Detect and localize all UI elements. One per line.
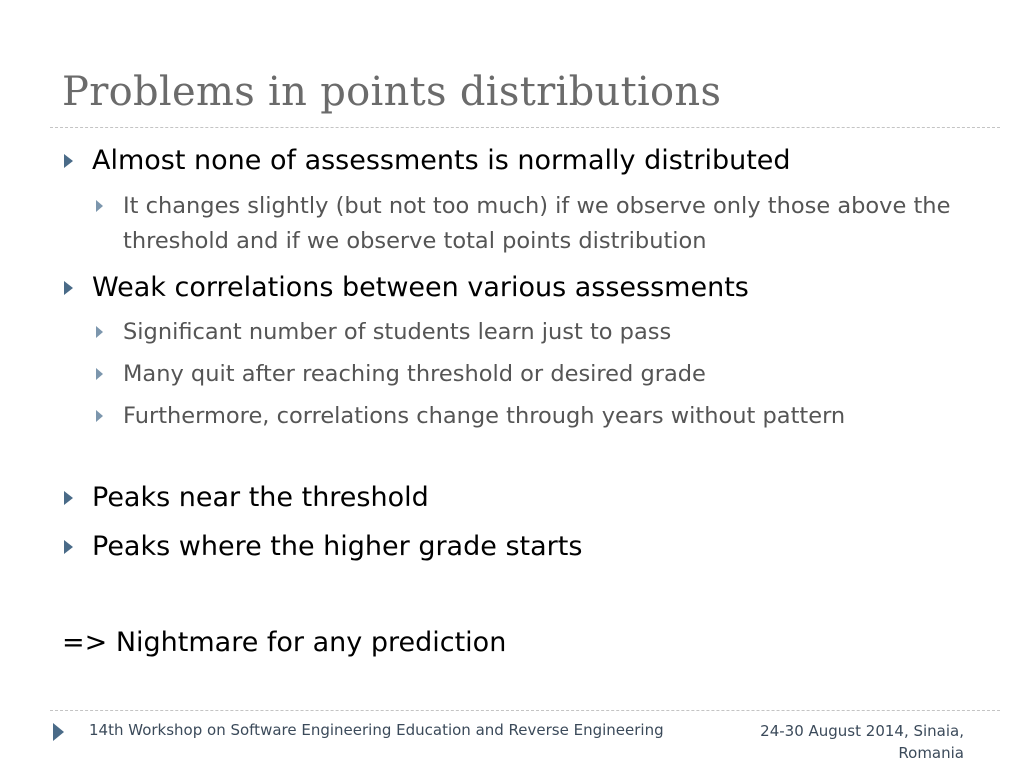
sub-bullet-item: It changes slightly (but not too much) if we observe only those above the threshold and if we observe total points distribution <box>123 193 951 254</box>
sub-bullet-arrow-icon <box>96 410 103 422</box>
bullet-item: Peaks near the threshold <box>92 482 429 513</box>
bullet-arrow-icon <box>64 154 73 168</box>
bullet-item: Weak correlations between various assessments <box>92 272 749 303</box>
footer-arrow-icon <box>53 723 64 741</box>
conclusion-text: => Nightmare for any prediction <box>62 627 507 658</box>
sub-bullet-arrow-icon <box>96 200 103 212</box>
title-divider <box>50 127 1000 128</box>
bullet-item: Almost none of assessments is normally distributed <box>92 145 791 176</box>
footer-divider <box>50 710 1000 711</box>
sub-bullet-item: Many quit after reaching threshold or desired grade <box>123 361 706 387</box>
footer-event-name: 14th Workshop on Software Engineering Education and Reverse Engineering <box>89 721 664 739</box>
sub-bullet-item: Significant number of students learn just to pass <box>123 319 672 345</box>
slide-title: Problems in points distributions <box>62 69 722 115</box>
footer-date-location: 24-30 August 2014, Sinaia, Romania <box>760 722 964 762</box>
bullet-item: Peaks where the higher grade starts <box>92 531 583 562</box>
sub-bullet-arrow-icon <box>96 326 103 338</box>
bullet-arrow-icon <box>64 540 73 554</box>
bullet-arrow-icon <box>64 491 73 505</box>
sub-bullet-item: Furthermore, correlations change through years without pattern <box>123 403 846 429</box>
sub-bullet-arrow-icon <box>96 368 103 380</box>
bullet-arrow-icon <box>64 281 73 295</box>
